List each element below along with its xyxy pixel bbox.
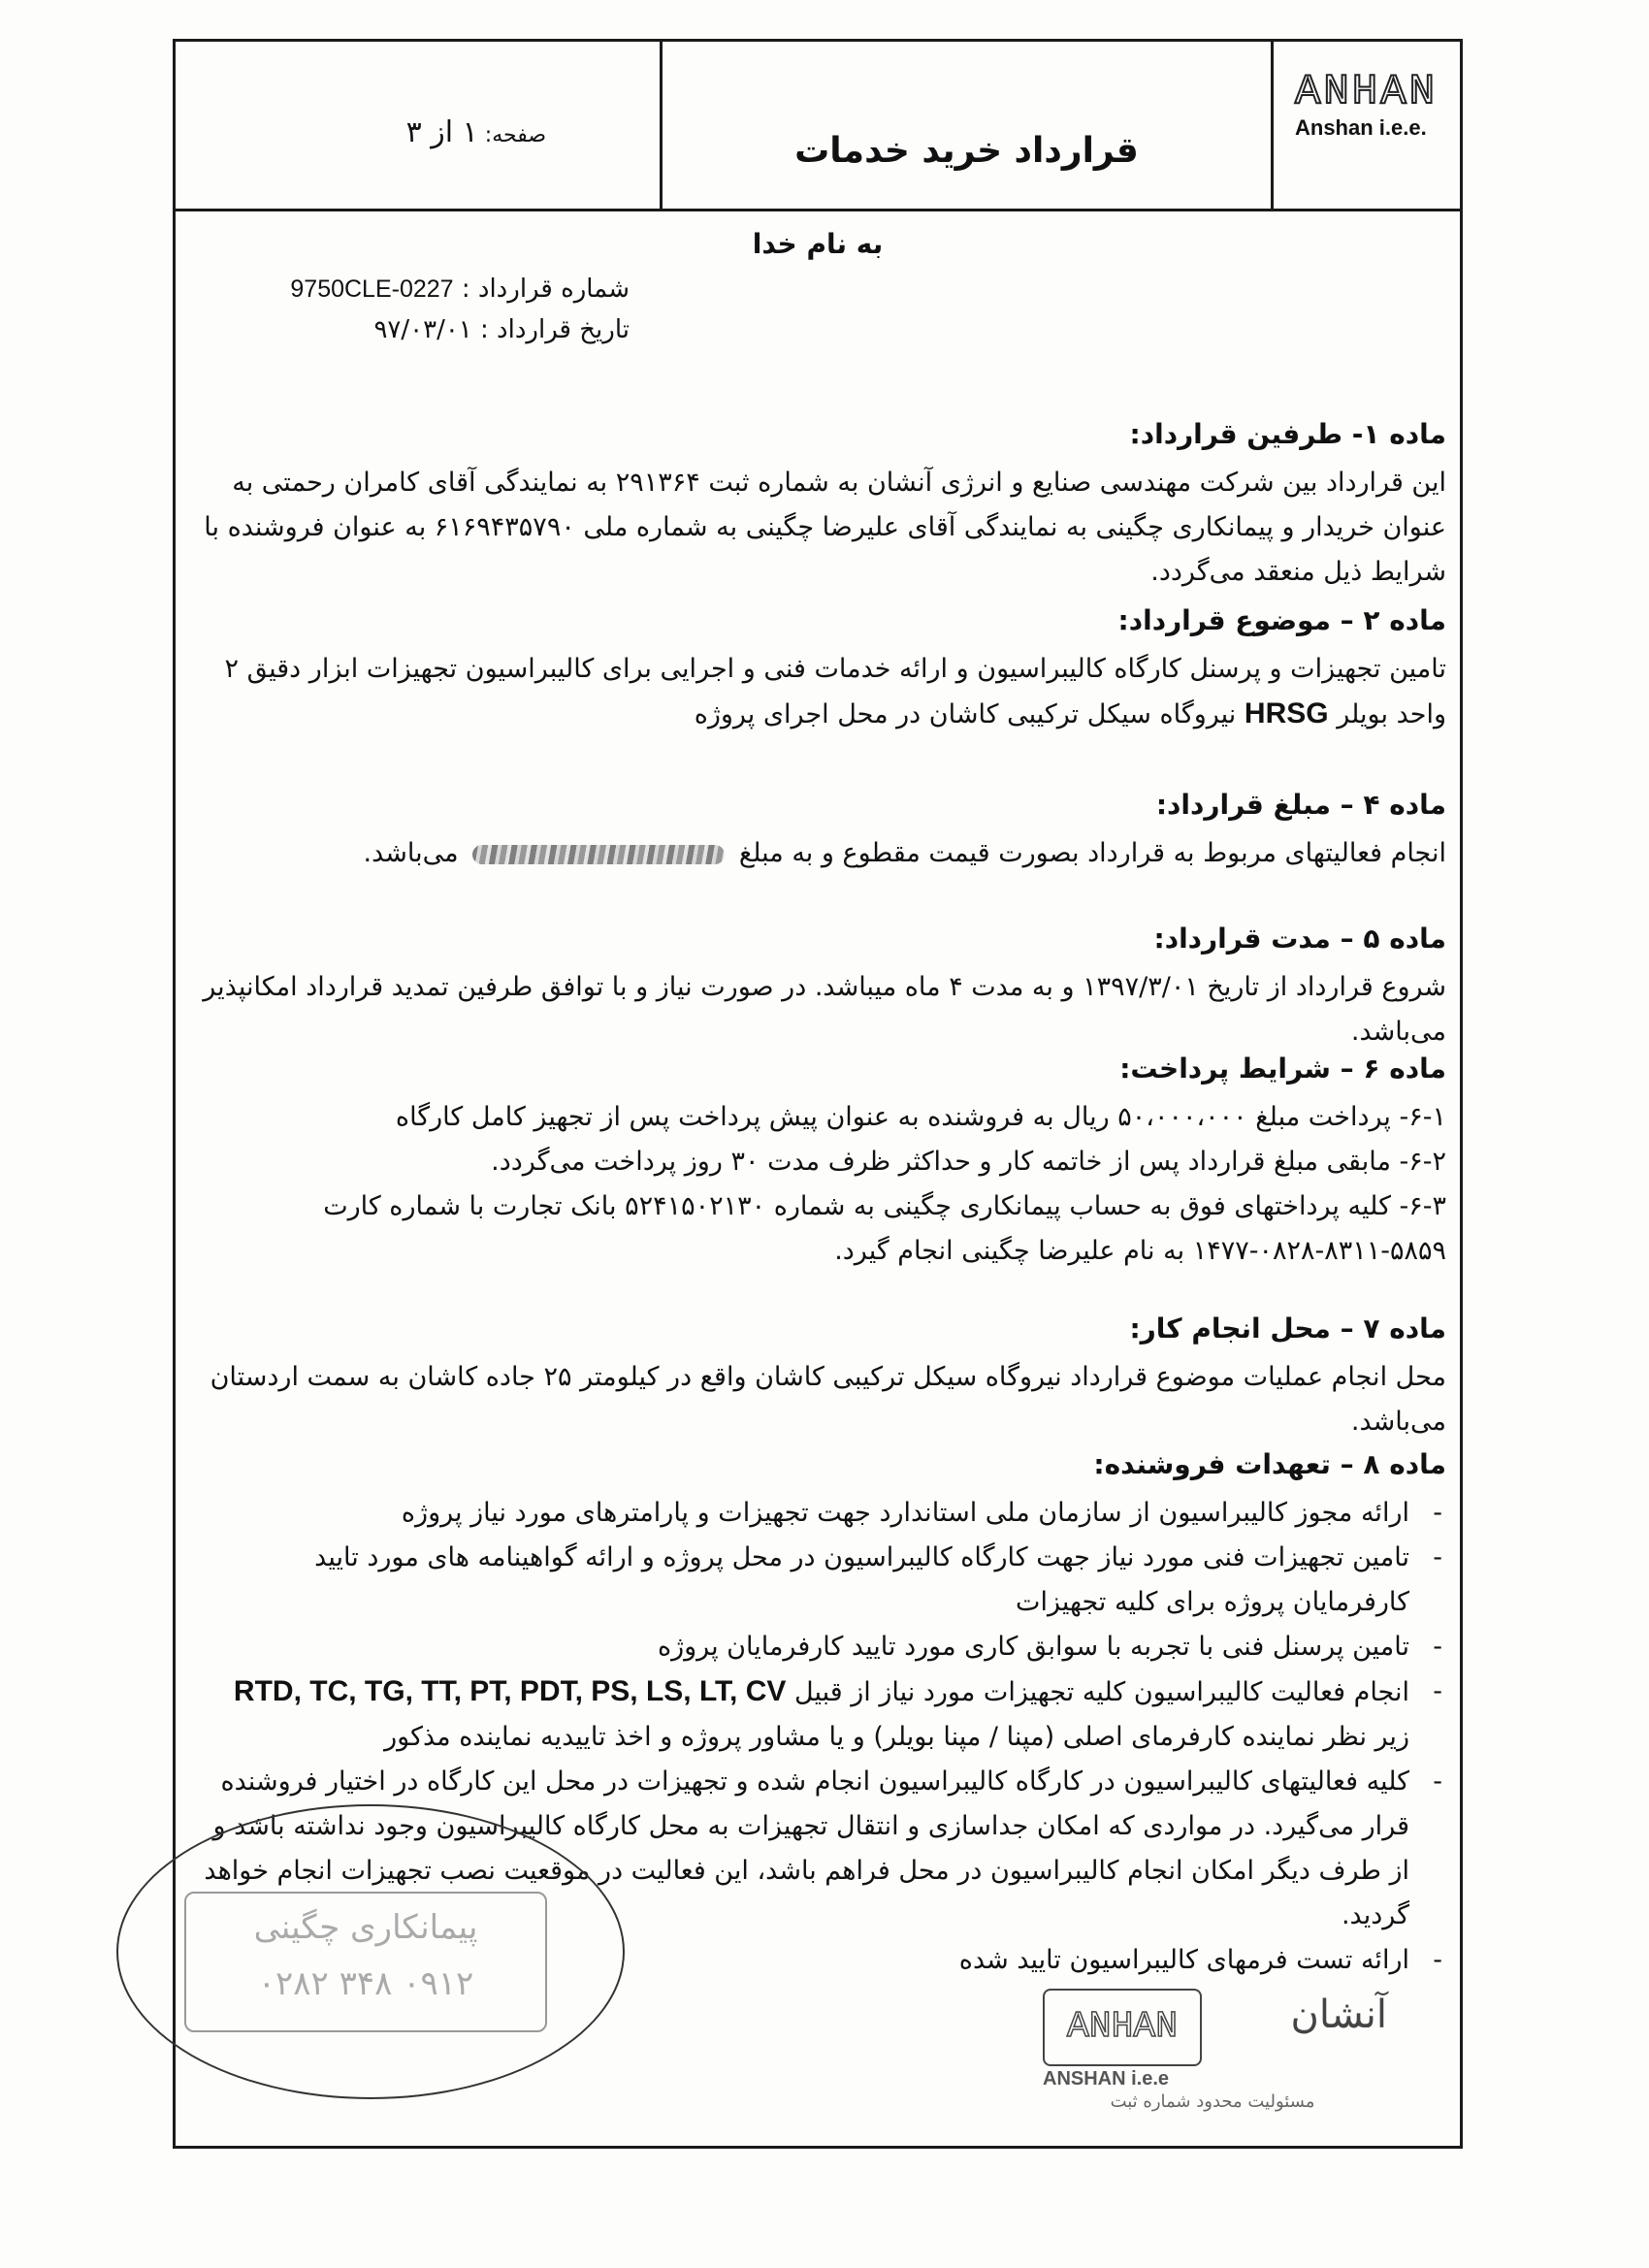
payment-item-2: ۶-۲- مابقی مبلغ قرارداد پس از خاتمه کار و حداکثر ظرف مدت ۳۰ روز پرداخت می‌گردد.	[491, 1147, 1446, 1177]
contract-date-value: ۹۷/۰۳/۰۱	[373, 315, 472, 344]
company-stamp-name: آنشان	[1290, 1993, 1387, 2037]
section-8-title: ماده ۸ – تعهدات فروشنده:	[1093, 1448, 1446, 1480]
obligation-item-1	[195, 1491, 1446, 1536]
section-4-title: ماده ۴ – مبلغ قرارداد:	[1155, 789, 1446, 821]
bullet-dash: -	[1433, 1498, 1442, 1528]
company-stamp-latin: ANSHAN i.e.e	[1043, 2068, 1170, 2090]
bullet-dash: -	[1433, 1766, 1442, 1797]
payment-item-3: ۶-۳- کلیه پرداختهای فوق به حساب پیمانکاری چگینی به شماره ۵۲۴۱۵۰۲۱۳۰ بانک تجارت با شماره کارت ۵۸۵۹-۸۳۱۱-۰۸۲۸-۱۴۷۷ به نام علیرضا چگینی انجام گیرد.	[323, 1191, 1446, 1266]
company-stamp	[1043, 1989, 1387, 2115]
section-1-body: این قرارداد بین شرکت مهندسی صنایع و انرژی آنشان به شماره ثبت ۲۹۱۳۶۴ به نمایندگی آقای کامران رحمتی به عنوان خریدار و پیمانکاری چگینی به نمایندگی آقای علیرضا چگینی به شماره ملی ۶۱۶۹۴۳۵۷۹۰ به عنوان فروشنده با شرایط ذیل منعقد می‌گردد.	[204, 468, 1446, 587]
section-7-title: ماده ۷ – محل انجام کار:	[1129, 1312, 1446, 1345]
section-6-title: ماده ۶ – شرایط پرداخت:	[1119, 1053, 1446, 1085]
company-stamp-logo: ANHAN	[1043, 1989, 1202, 2066]
section-2-text-b: نیروگاه سیکل ترکیبی کاشان در محل اجرای پروژه	[694, 699, 1237, 729]
bullet-dash: -	[1433, 1632, 1442, 1662]
contract-date-label: تاریخ قرارداد :	[480, 315, 630, 344]
bullet-dash: -	[1433, 1676, 1442, 1706]
contractor-stamp-phone: ۰۹۱۲ ۳۴۸ ۰۲۸۲	[257, 1964, 474, 2003]
section-4-text-a: انجام فعالیتهای مربوط به قرارداد بصورت قیمت مقطوع و به مبلغ	[738, 838, 1446, 868]
bullet-dash: -	[1433, 1945, 1442, 1975]
company-name-latin: Anshan i.e.e.	[1295, 115, 1427, 140]
instrument-types: RTD, TC, TG, TT, PT, PDT, PS, LS, LT, CV	[233, 1675, 787, 1707]
basmala: به نام خدا	[752, 228, 884, 260]
document-title: قرارداد خرید خدمات	[794, 131, 1139, 171]
redacted-amount	[472, 845, 725, 864]
contractor-stamp	[184, 1892, 547, 2032]
obligation-item-4	[195, 1669, 1446, 1760]
document-header	[176, 42, 1460, 211]
contract-number	[290, 275, 630, 304]
section-5-body: شروع قرارداد از تاریخ ۱۳۹۷/۳/۰۱ و به مدت ۴ ماه میباشد. در صورت نیاز و با توافق طرفین تمدید قرارداد امکانپذیر می‌باشد.	[203, 972, 1446, 1047]
logo-mark: ANHAN	[1295, 68, 1439, 116]
title-cell	[660, 42, 1271, 209]
contract-number-label: شماره قرارداد :	[461, 275, 630, 304]
section-4-text-b: می‌باشد.	[363, 838, 459, 868]
obligation-text: ارائه مجوز کالیبراسیون از سازمان ملی استاندارد جهت تجهیزات و پارامترهای مورد نیاز پروژه	[401, 1498, 1409, 1528]
section-2-hrsg: HRSG	[1244, 697, 1329, 729]
obligation-text-cont: زیر نظر نماینده کارفرمای اصلی (مپنا / مپنا بویلر) و یا مشاور پروژه و اخذ تاییدیه نماینده مذکور	[384, 1722, 1409, 1752]
company-logo	[1295, 68, 1439, 141]
logo-cell	[1271, 42, 1460, 209]
obligation-item-2	[195, 1536, 1446, 1625]
page-cell	[176, 42, 663, 209]
section-4-body	[195, 831, 1446, 876]
obligation-text: تامین پرسنل فنی با تجربه با سوابق کاری مورد تایید کارفرمایان پروژه	[657, 1632, 1409, 1662]
obligation-text: انجام فعالیت کالیبراسیون کلیه تجهیزات مورد نیاز از قبیل	[794, 1677, 1409, 1707]
obligation-item-3	[195, 1625, 1446, 1669]
section-6-items	[195, 1095, 1446, 1274]
payment-item-1: ۶-۱- پرداخت مبلغ ۵۰،۰۰۰،۰۰۰ ریال به فروشنده به عنوان پیش پرداخت پس از تجهیز کامل کارگاه	[395, 1102, 1446, 1132]
contract-number-value: 9750CLE-0227	[290, 275, 454, 303]
contract-date	[373, 315, 630, 344]
section-2-title: ماده ۲ – موضوع قرارداد:	[1117, 604, 1446, 636]
section-5-title: ماده ۵ – مدت قرارداد:	[1153, 923, 1446, 955]
obligation-text: کلیه فعالیتهای کالیبراسیون در کارگاه کالیبراسیون انجام شده و تجهیزات در محل این کارگاه در اختیار فروشنده قرار می‌گیرد. در مواردی که امکان جداسازی و انتقال تجهیزات به محل کارگاه کالیبراسیون وجود نداشته باشد و از طرف دیگر امکان انجام کالیبراسیون در محل فراهم باشد، این فعالیت در موقعیت نصب تجهیزات انجام خواهد گردید.	[204, 1766, 1409, 1930]
section-2-body	[195, 647, 1446, 737]
page-number	[406, 115, 546, 149]
obligation-text: تامین تجهیزات فنی مورد نیاز جهت کارگاه کالیبراسیون در محل پروژه و ارائه گواهینامه های مورد تایید کارفرمایان پروژه برای کلیه تجهیزات	[314, 1542, 1409, 1617]
bullet-dash: -	[1433, 1542, 1442, 1572]
page-value: ۱ از ۳	[405, 115, 478, 149]
section-2-text-a: تامین تجهیزات و پرسنل کارگاه کالیبراسیون و ارائه خدمات فنی و اجرایی برای کالیبراسیون تجهیزات ابزار دقیق ۲ واحد بویلر	[224, 654, 1446, 729]
section-1-title: ماده ۱- طرفین قرارداد:	[1129, 418, 1446, 450]
contractor-stamp-name: پیمانکاری چگینی	[253, 1908, 478, 1947]
page-label: صفحه:	[484, 123, 546, 147]
obligation-text: ارائه تست فرمهای کالیبراسیون تایید شده	[958, 1945, 1409, 1975]
company-stamp-reg: مسئولیت محدود شماره ثبت	[1110, 2091, 1315, 2112]
section-7-body: محل انجام عملیات موضوع قرارداد نیروگاه سیکل ترکیبی کاشان واقع در کیلومتر ۲۵ جاده کاشان به سمت اردستان می‌باشد.	[210, 1362, 1446, 1437]
